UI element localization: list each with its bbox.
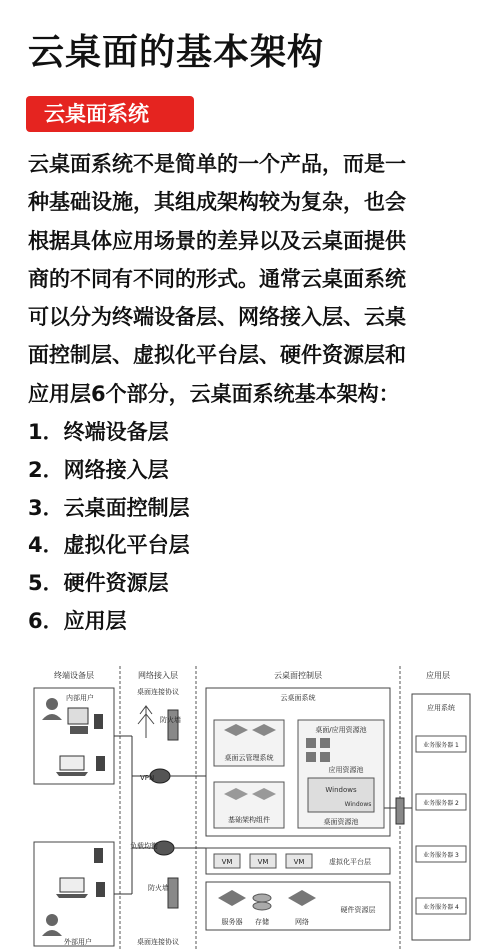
- paragraph-line: 面控制层、虚拟化平台层、硬件资源层和: [28, 343, 406, 368]
- section-badge: 云桌面系统: [26, 96, 194, 132]
- phone-icon: [94, 714, 103, 729]
- app-pool-label: 应用资源池: [328, 766, 364, 774]
- list-item: 3．云桌面控制层: [28, 495, 190, 520]
- paragraph-line: 应用层6个部分，云桌面系统基本架构：: [28, 381, 400, 406]
- list-item: 2．网络接入层: [28, 457, 169, 482]
- layer-list: [28, 414, 190, 641]
- intro-paragraph: [28, 145, 488, 413]
- windows-text: Windows: [344, 801, 372, 808]
- vpn-label: VPN: [140, 774, 155, 782]
- tablet-icon: [96, 882, 105, 897]
- app-server-label: 业务服务器 2: [423, 800, 459, 807]
- terminal-layer-label: 终端设备层: [54, 671, 94, 680]
- list-item: 5．硬件资源层: [28, 571, 169, 596]
- page-title: 云桌面的基本架构: [28, 32, 325, 73]
- virt-layer-label: 虚拟化平台层: [329, 858, 371, 866]
- firewall-top-label: 防火墙: [160, 716, 181, 724]
- laptop-icon: [56, 756, 88, 776]
- list-item: 6．应用层: [28, 608, 127, 633]
- app-server-label: 业务服务器 4: [423, 904, 459, 911]
- laptop-icon: [56, 878, 88, 898]
- app-server-label: 业务服务器 1: [423, 742, 459, 749]
- control-layer-label: 云桌面控制层: [274, 671, 322, 680]
- mobile-icon: [94, 848, 103, 863]
- network-label: 网络: [295, 918, 309, 926]
- list-item: 4．虚拟化平台层: [28, 533, 190, 558]
- storage-label: 存储: [255, 918, 269, 926]
- paragraph-line: 云桌面系统不是简单的一个产品，而是一: [28, 152, 406, 176]
- network-icon: [288, 890, 316, 906]
- app-system-label: 应用系统: [427, 704, 455, 712]
- firewall-icon: [168, 710, 178, 740]
- vm-label: VM: [293, 858, 305, 866]
- user-icon: [42, 914, 62, 936]
- storage-icon: [253, 894, 271, 910]
- paragraph-line: 种基础设施，其组成架构较为复杂，也会: [28, 190, 406, 215]
- resource-pool-label: 桌面/应用资源池: [315, 726, 367, 734]
- cloud-mgmt-label: 桌面云管理系统: [224, 754, 274, 762]
- desktop-protocol-label: 桌面连接协议: [137, 938, 179, 946]
- server-icon: [218, 890, 246, 906]
- hw-layer-label: 硬件资源层: [340, 906, 376, 914]
- network-layer-label: 网络接入层: [138, 671, 178, 680]
- windows-text: Windows: [325, 786, 357, 794]
- desktop-pool-label: 桌面资源池: [323, 818, 359, 826]
- server-label: 服务器: [221, 918, 243, 926]
- firewall-icon: [168, 878, 178, 908]
- cloud-system-label: 云桌面系统: [280, 694, 316, 702]
- paragraph-line: 可以分为终端设备层、网络接入层、云桌: [28, 305, 406, 330]
- firewall-bottom-label: 防火墙: [148, 884, 169, 892]
- paragraph-line: 根据具体应用场景的差异以及云桌面提供: [28, 228, 406, 253]
- firewall-icon: [396, 798, 404, 824]
- desktop-protocol-label: 桌面连接协议: [137, 688, 179, 696]
- vm-label: VM: [257, 858, 269, 866]
- app-layer-label: 应用层: [426, 671, 450, 680]
- desktop-computer-icon: [68, 708, 88, 734]
- app-server-label: 业务服务器 3: [423, 852, 459, 859]
- tablet-icon: [96, 756, 105, 771]
- infra-label: 基础架构组件: [228, 816, 270, 824]
- architecture-diagram: [28, 658, 476, 951]
- vm-label: VM: [221, 858, 233, 866]
- external-user-label: 外部用户: [64, 938, 92, 946]
- paragraph-line: 商的不同有不同的形式。通常云桌面系统: [28, 266, 406, 291]
- list-item: 1．终端设备层: [28, 420, 169, 444]
- user-icon: [42, 698, 62, 720]
- load-balance-label: 负载均衡: [130, 842, 158, 850]
- antenna-icon: [138, 706, 154, 738]
- internal-user-label: 内部用户: [66, 694, 94, 702]
